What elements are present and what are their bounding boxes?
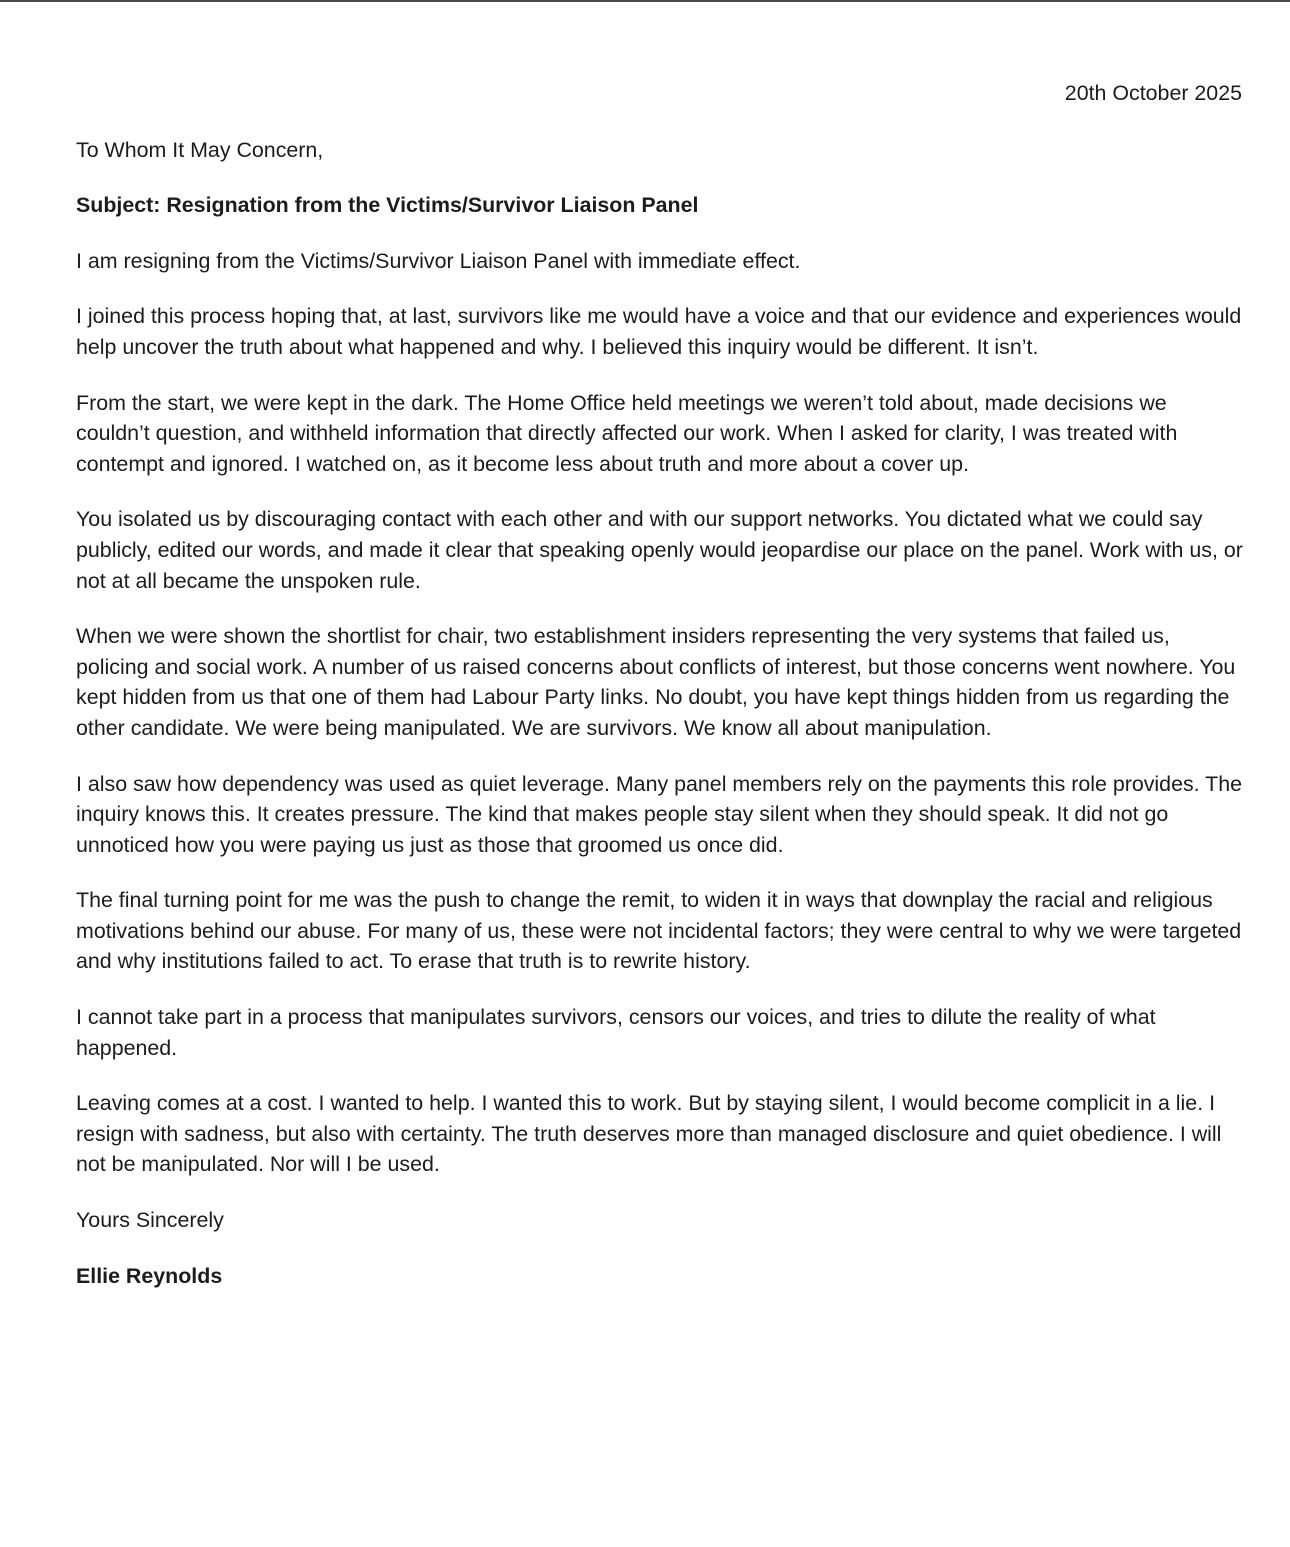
body-paragraph: I also saw how dependency was used as quiet leverage. Many panel members rely on the payments this role provides. The inquiry knows this. It creates pressure. The kind that makes people stay silent when they should speak. It did not go unnoticed how you were paying us just as those that groomed us once did. <box>76 771 1243 857</box>
body-paragraph: I joined this process hoping that, at last, survivors like me would have a voice and that our evidence and experiences would help uncover the truth about what happened and why. I believed this inquiry would be different. It isn’t. <box>76 304 1242 359</box>
closing-line: Yours Sincerely <box>76 1208 224 1233</box>
body-paragraph: I cannot take part in a process that manipulates survivors, censors our voices, and tries to dilute the reality of what happened. <box>76 1005 1156 1060</box>
letter-document <box>76 78 1246 1291</box>
letter-date: 20th October 2025 <box>1064 81 1242 105</box>
body-paragraph: From the start, we were kept in the dark. The Home Office held meetings we weren’t told about, made decisions we couldn’t question, and withheld information that directly affected our work. When I asked for clarity, I was treated with contempt and ignored. I watched on, as it become less about truth and more about a cover up. <box>76 390 1178 476</box>
body-paragraph: When we were shown the shortlist for chair, two establishment insiders representing the very systems that failed us, policing and social work. A number of us raised concerns about conflicts of interest, but those concerns went nowhere. You kept hidden from us that one of them had Labour Party links. No doubt, you have kept things hidden from us regarding the other candidate. We were being manipulated. We are survivors. We know all about manipulation. <box>76 624 1236 740</box>
body-paragraph: You isolated us by discouraging contact with each other and with our support networks. You dictated what we could say publicly, edited our words, and made it clear that speaking openly would jeopardise our place on the panel. Work with us, or not at all became the unspoken rule. <box>76 507 1243 593</box>
signature-name: Ellie Reynolds <box>76 1263 223 1288</box>
subject-line: Subject: Resignation from the Victims/Survivor Liaison Panel <box>76 193 699 218</box>
body-paragraph: The final turning point for me was the push to change the remit, to widen it in ways that downplay the racial and religious motivations behind our abuse. For many of us, these were not incidental factors; they were central to why we were targeted and why institutions failed to act. To erase that truth is to rewrite history. <box>76 888 1242 974</box>
body-paragraph: Leaving comes at a cost. I wanted to help. I wanted this to work. But by staying silent, I would become complicit in a lie. I resign with sadness, but also with certainty. The truth deserves more than managed disclosure and quiet obedience. I will not be manipulated. Nor will I be used. <box>76 1091 1222 1177</box>
top-border <box>0 0 1290 2</box>
salutation: To Whom It May Concern, <box>76 137 324 162</box>
body-paragraph: I am resigning from the Victims/Survivor Liaison Panel with immediate effect. <box>76 248 801 273</box>
